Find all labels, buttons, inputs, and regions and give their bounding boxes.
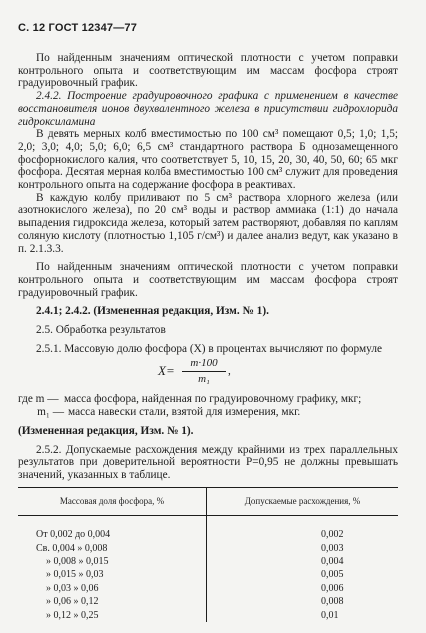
document-body bbox=[18, 52, 398, 622]
cell-range: От 0,002 до 0,004 bbox=[18, 528, 207, 541]
page-header: С. 12 ГОСТ 12347—77 bbox=[18, 22, 138, 34]
definition-m bbox=[18, 393, 398, 406]
where-word: где bbox=[18, 393, 33, 406]
definition-m1 bbox=[18, 406, 398, 419]
paragraph-4: В каждую колбу приливают по 5 см³ раствора хлорного железа (или азотнокислого железа), по 20 см³ воды и раствор аммиака (1:1) до начала выпадения гидроксида железа, который затем растворяют, добавляя по каплям соляную кислоту (плотностью 1,105 г/см³) и далее анализ ведут, как указано в п. 2.1.3.3. bbox=[18, 191, 398, 255]
cell-range: » 0,06 » 0,12 bbox=[18, 595, 207, 608]
table-header-row bbox=[18, 487, 398, 515]
cell-tolerance: 0,005 bbox=[321, 569, 344, 581]
var-m-label: m — bbox=[35, 393, 59, 406]
var-m1-label: m₁ — bbox=[37, 406, 64, 419]
formula-fraction bbox=[182, 357, 226, 385]
table-row bbox=[18, 609, 398, 622]
amendment-note-2: (Измененная редакция, Изм. № 1). bbox=[18, 424, 194, 437]
table-row bbox=[18, 568, 398, 581]
where-prefix-and-m bbox=[18, 393, 64, 406]
paragraph-2-5-2: 2.5.2. Допускаемые расхождения между крайними из трех параллельных результатов при доверительной вероятности Р=0,95 не должны превышать значений, указанных в таблице. bbox=[18, 443, 398, 481]
formula-lhs: X= bbox=[158, 363, 175, 379]
paragraph-1: По найденным значениям оптической плотности с учетом поправки контрольного опыта и соответствующим им массам фосфора строят градуировочный график. bbox=[18, 52, 398, 90]
variable-definitions bbox=[18, 393, 398, 418]
table-row bbox=[18, 582, 398, 595]
column-header-tolerance: Допускаемые расхождения, % bbox=[207, 487, 399, 515]
section-2-5-heading: 2.5. Обработка результатов bbox=[36, 324, 166, 337]
paragraph-3: В девять мерных колб вместимостью по 100 см³ помещают 0,5; 1,0; 1,5; 2,0; 3,0; 4,0; 5,0; 6,0; 6,5 см³ стандартного раствора Б однозамещенного фосфорнокислого калия, что соответствует 5, 10, 15, 20, 30, 40, 50, 60; 65 мкг фосфора. Десятая мерная колба вместимостью 100 см³ служит для проведения контрольного опыта на содержание фосфора в реактивах. bbox=[18, 128, 398, 192]
column-header-mass-fraction: Массовая доля фосфора, % bbox=[18, 487, 207, 515]
amendment-note-1: 2.4.1; 2.4.2. (Измененная редакция, Изм. № 1). bbox=[36, 305, 269, 318]
table-row bbox=[18, 528, 398, 541]
cell-range: » 0,12 » 0,25 bbox=[18, 609, 207, 622]
cell-tolerance: 0,002 bbox=[321, 529, 344, 541]
table-row bbox=[18, 542, 398, 555]
cell-range: » 0,008 » 0,015 bbox=[18, 555, 207, 568]
cell-tolerance: 0,006 bbox=[321, 582, 344, 594]
cell-tolerance: 0,01 bbox=[321, 609, 339, 621]
cell-tolerance: 0,008 bbox=[321, 596, 344, 608]
formula-denominator: m₁ bbox=[198, 373, 210, 386]
paragraph-5: По найденным значениям оптической плотности с учетом поправки контрольного опыта и соответствующим им массам фосфора строят градуировочный график. bbox=[18, 261, 398, 299]
cell-tolerance: 0,004 bbox=[321, 555, 344, 567]
formula-comma: , bbox=[228, 365, 231, 378]
cell-range: Св. 0,004 » 0,008 bbox=[18, 542, 207, 555]
formula-numerator: m·100 bbox=[182, 357, 226, 372]
formula-mass-fraction bbox=[18, 357, 398, 391]
var-m-text: масса фосфора, найденная по градуировочному графику, мкг; bbox=[64, 393, 362, 406]
tolerance-table bbox=[18, 487, 398, 622]
var-m1-text: масса навески стали, взятой для измерения, мкг. bbox=[68, 406, 301, 419]
paragraph-2-5-1: 2.5.1. Массовую долю фосфора (X) в процентах вычисляют по формуле bbox=[36, 342, 382, 355]
table-row bbox=[18, 555, 398, 568]
table-row bbox=[18, 595, 398, 608]
cell-tolerance: 0,003 bbox=[321, 542, 344, 554]
cell-range: » 0,015 » 0,03 bbox=[18, 568, 207, 581]
cell-range: » 0,03 » 0,06 bbox=[18, 582, 207, 595]
subsection-2-4-2-heading: 2.4.2. Построение градуировочного графика с применением в качестве восстановителя ионов двухвалентного железа в присутствии гидрохлорида гидроксиламина bbox=[18, 90, 398, 128]
